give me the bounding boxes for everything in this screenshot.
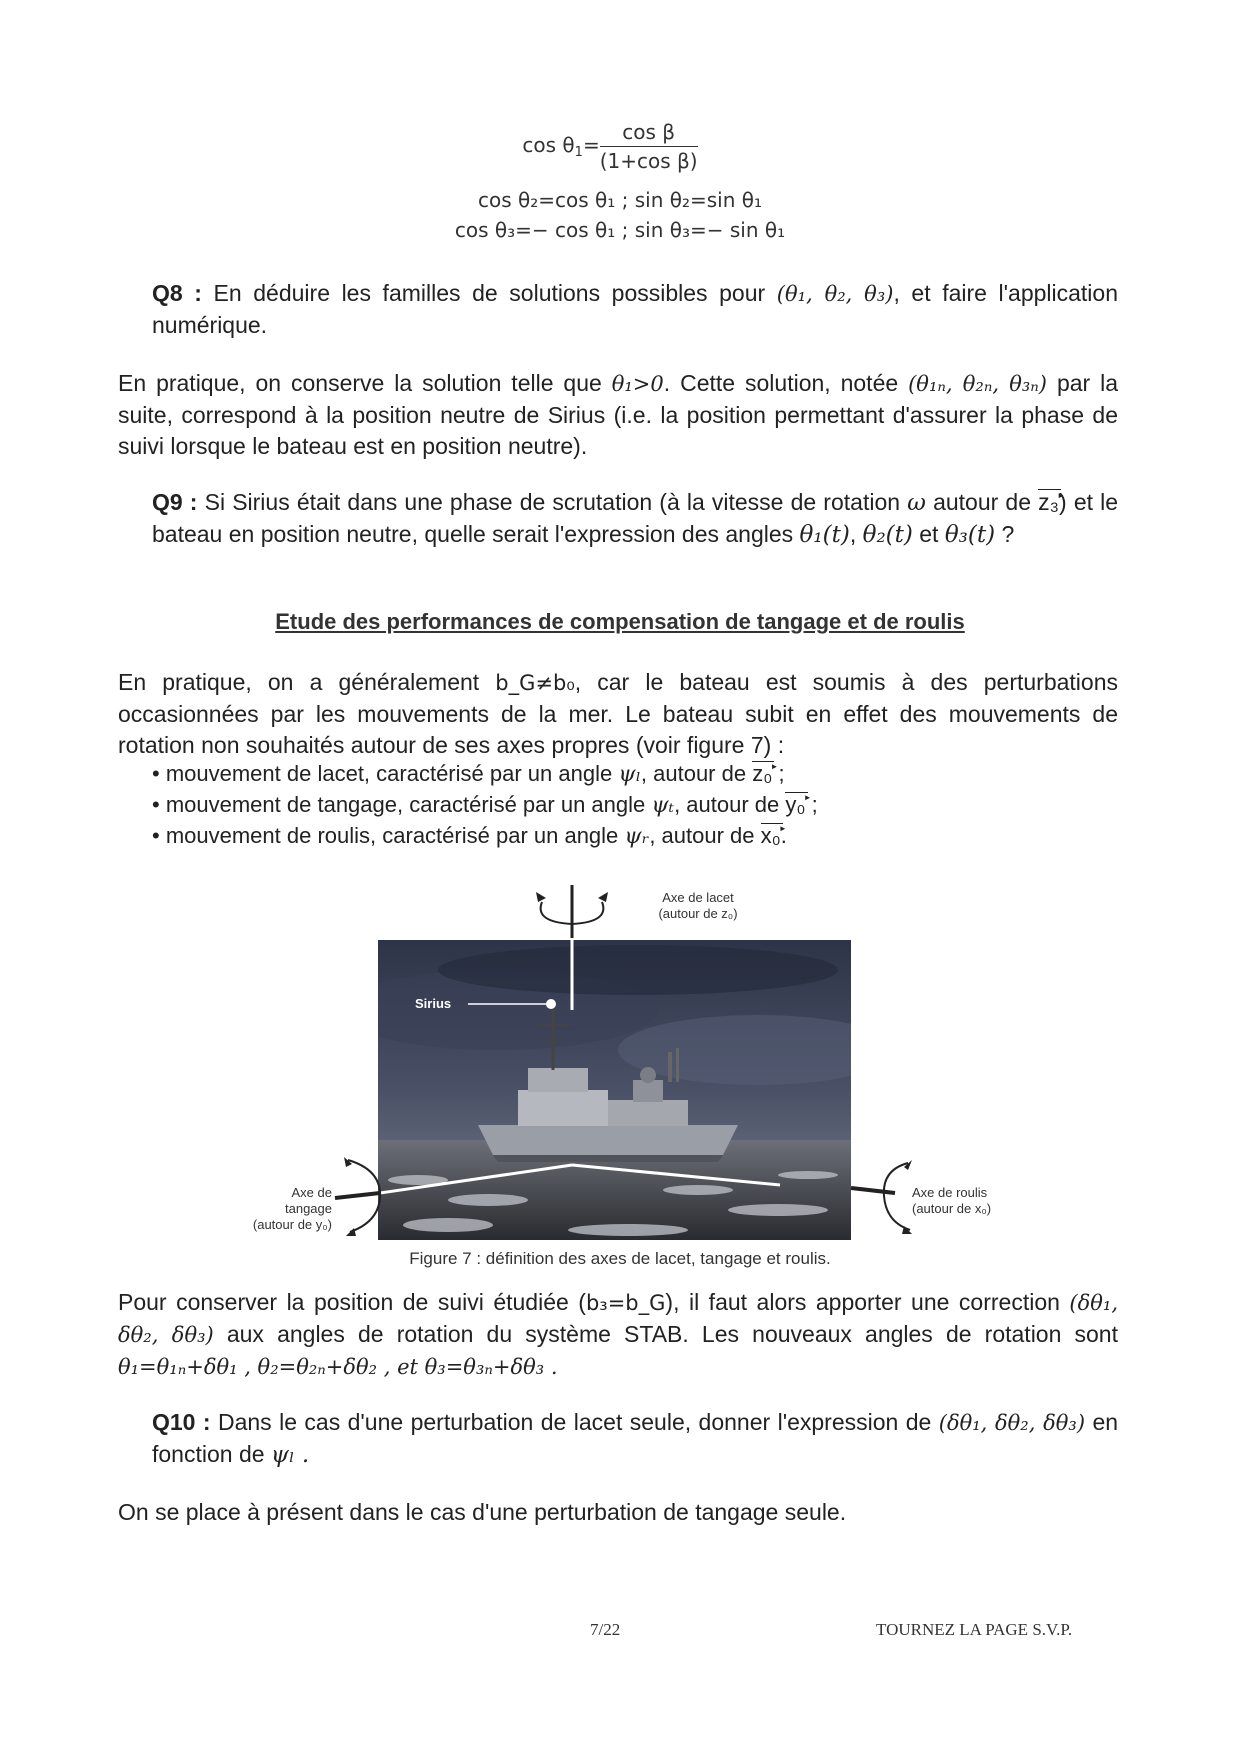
- lacet-axis-label: [628, 890, 768, 922]
- roulis-rotation-arrow: [884, 1163, 910, 1230]
- q10-text2: en fonction de: [152, 1409, 1119, 1467]
- bullet-mid: , autour de: [649, 823, 755, 848]
- bullet-mid: , autour de: [674, 792, 780, 817]
- list-item: • mouvement de roulis, caractérisé par un angle ψᵣ, autour de ► x₀.: [152, 821, 787, 851]
- bullet-text: mouvement de tangage, caractérisé par un angle: [165, 792, 646, 817]
- bullet-angle: ψₗ: [618, 762, 641, 787]
- bullet-text: mouvement de lacet, caractérisé par un angle: [165, 761, 613, 786]
- omega-symbol: ω: [907, 490, 926, 516]
- bullet-angle: ψₜ: [651, 793, 675, 818]
- q8-label: Q8 :: [152, 280, 202, 306]
- q9-text3: ) et le bateau en position neutre, quelle serait l'expression des angles: [152, 489, 1119, 547]
- paragraph-tangage: On se place à présent dans le cas d'une perturbation de tangage seule.: [118, 1499, 847, 1525]
- equation-cos-theta1: $\cos \theta_1=$ $\frac{\text{cos β}}{\text{(1+cos β)}}$: [522, 120, 698, 173]
- q8-text1: En déduire les familles de solutions possibles pour: [213, 280, 766, 306]
- q9-text1: Si Sirius était dans une phase de scrutation (à la vitesse de rotation: [204, 489, 901, 515]
- section-title: Etude des performances de compensation de tangage et de roulis: [275, 609, 965, 634]
- q9-label: Q9 :: [152, 489, 198, 515]
- z3-vector: ► z₃: [1038, 487, 1059, 518]
- question-q9: Q9 : Si Sirius était dans une phase de scrutation (à la vitesse de rotation ω autour de ► z₃) et le bateau en position neutre, quelle serait l'expression des angles θ₁(t), θ₂(t) et θ₃(t) ?: [152, 487, 1118, 551]
- para1-text3: par la suite, correspond à la position neutre de Sirius (i.e. la position permettant d'assurer la phase de suivi lorsque le bateau est en position neutre).: [118, 370, 1119, 459]
- theta1-t: θ₁(t): [799, 522, 850, 548]
- para1-text2: . Cette solution, notée: [663, 370, 899, 396]
- q10-math: (δθ₁, δθ₂, δθ₃): [938, 1411, 1086, 1435]
- bullet-end: ;: [811, 792, 818, 817]
- para3-math2: (δθ₁, δθ₂, δθ₃): [118, 1291, 1118, 1347]
- q10-text1: Dans le cas d'une perturbation de lacet seule, donner l'expression de: [217, 1409, 932, 1435]
- lacet-label-sub: (autour de z₀): [658, 906, 738, 921]
- list-item: • mouvement de lacet, caractérisé par un angle ψₗ, autour de ► z₀ ;: [152, 759, 785, 789]
- paragraph-perturbations: [118, 667, 1118, 761]
- para3-text1: Pour conserver la position de suivi étudiée (: [118, 1289, 586, 1315]
- tangage-label-line1: Axe de: [291, 1185, 332, 1200]
- bullet-end: ;: [778, 761, 785, 786]
- roulis-label-sub: (autour de x₀): [912, 1201, 992, 1216]
- q8-math: (θ₁, θ₂, θ₃): [776, 282, 894, 306]
- paragraph-correction: [118, 1287, 1118, 1383]
- tangage-axis-line: [335, 1193, 380, 1198]
- para1-text1: En pratique, on conserve la solution telle que: [118, 370, 602, 396]
- para2-math: b_G≠b₀: [495, 671, 575, 695]
- bullet-axis: ► x₀: [761, 821, 781, 850]
- bullet-axis: ► y₀: [785, 790, 805, 819]
- para1-math2: (θ₁ₙ, θ₂ₙ, θ₃ₙ): [908, 372, 1047, 396]
- theta2-t: θ₂(t): [862, 522, 913, 548]
- para3-math3: θ₁=θ₁ₙ+δθ₁ , θ₂=θ₂ₙ+δθ₂ , et θ₃=θ₃ₙ+δθ₃ .: [118, 1355, 558, 1379]
- q8-text2: , et faire l'application numérique.: [152, 280, 1118, 338]
- roulis-axis-label: [912, 1185, 1032, 1217]
- lacet-label-text: Axe de lacet: [662, 890, 734, 905]
- para1-math1: θ₁>0: [611, 372, 664, 396]
- figure-caption: Figure 7 : définition des axes de lacet, tangage et roulis.: [409, 1249, 831, 1268]
- para2-text1: En pratique, on a généralement: [118, 669, 480, 695]
- bullet-axis: ► z₀: [752, 759, 772, 788]
- eq1-lhs: cos θ: [522, 133, 575, 157]
- theta3-t: θ₃(t): [944, 522, 996, 548]
- tangage-label-line2: tangage: [285, 1201, 332, 1216]
- para2-text2: , car le bateau est soumis à des perturbations occasionnées par les mouvements de la mer. Le bateau subit en effet des mouvements de rotation non souhaités autour de ses axes propres (voir figure 7) :: [118, 669, 1118, 758]
- equation-theta2: cos θ₂=cos θ₁ ; sin θ₂=sin θ₁: [477, 188, 763, 212]
- para3-text3: aux angles de rotation du système STAB. Les nouveaux angles de rotation sont: [226, 1321, 1118, 1347]
- page-number: 7/22: [590, 1620, 621, 1639]
- bullet-end: .: [780, 823, 787, 848]
- list-item: • mouvement de tangage, caractérisé par un angle ψₜ, autour de ► y₀ ;: [152, 790, 818, 820]
- bullet-text: mouvement de roulis, caractérisé par un angle: [165, 823, 619, 848]
- q9-text2: autour de: [933, 489, 1032, 515]
- tangage-axis-label: [222, 1185, 332, 1233]
- ship-illustration: [378, 940, 851, 1240]
- bullet-angle: ψᵣ: [624, 824, 650, 849]
- roulis-axis-line: [851, 1188, 895, 1193]
- lacet-rotation-arrow: [541, 902, 604, 924]
- tangage-rotation-arrow: [348, 1160, 380, 1232]
- tangage-label-sub: (autour de y₀): [252, 1217, 332, 1232]
- eq1-denominator: (1+cos β): [599, 149, 698, 173]
- sirius-label: Sirius: [415, 996, 452, 1011]
- q9-question-mark: ?: [1001, 521, 1015, 547]
- ship-photo: [378, 940, 851, 1240]
- para3-math1: b₃=b_G: [585, 1291, 666, 1315]
- q9-et: et: [919, 521, 939, 547]
- paragraph-neutral-position: [118, 368, 1118, 462]
- question-q10: [152, 1407, 1118, 1471]
- question-q8: [152, 278, 1118, 341]
- bullet-mid: , autour de: [640, 761, 747, 786]
- turn-page-note: TOURNEZ LA PAGE S.V.P.: [876, 1620, 1073, 1639]
- eq1-numerator: cos β: [600, 120, 698, 147]
- equation-theta3: cos θ₃=− cos θ₁ ; sin θ₃=− sin θ₁: [454, 218, 786, 242]
- q10-label: Q10 :: [152, 1409, 211, 1435]
- para3-text2: ), il faut alors apporter une correction: [665, 1289, 1060, 1315]
- roulis-label-text: Axe de roulis: [912, 1185, 988, 1200]
- q10-angle: ψₗ .: [270, 1442, 310, 1468]
